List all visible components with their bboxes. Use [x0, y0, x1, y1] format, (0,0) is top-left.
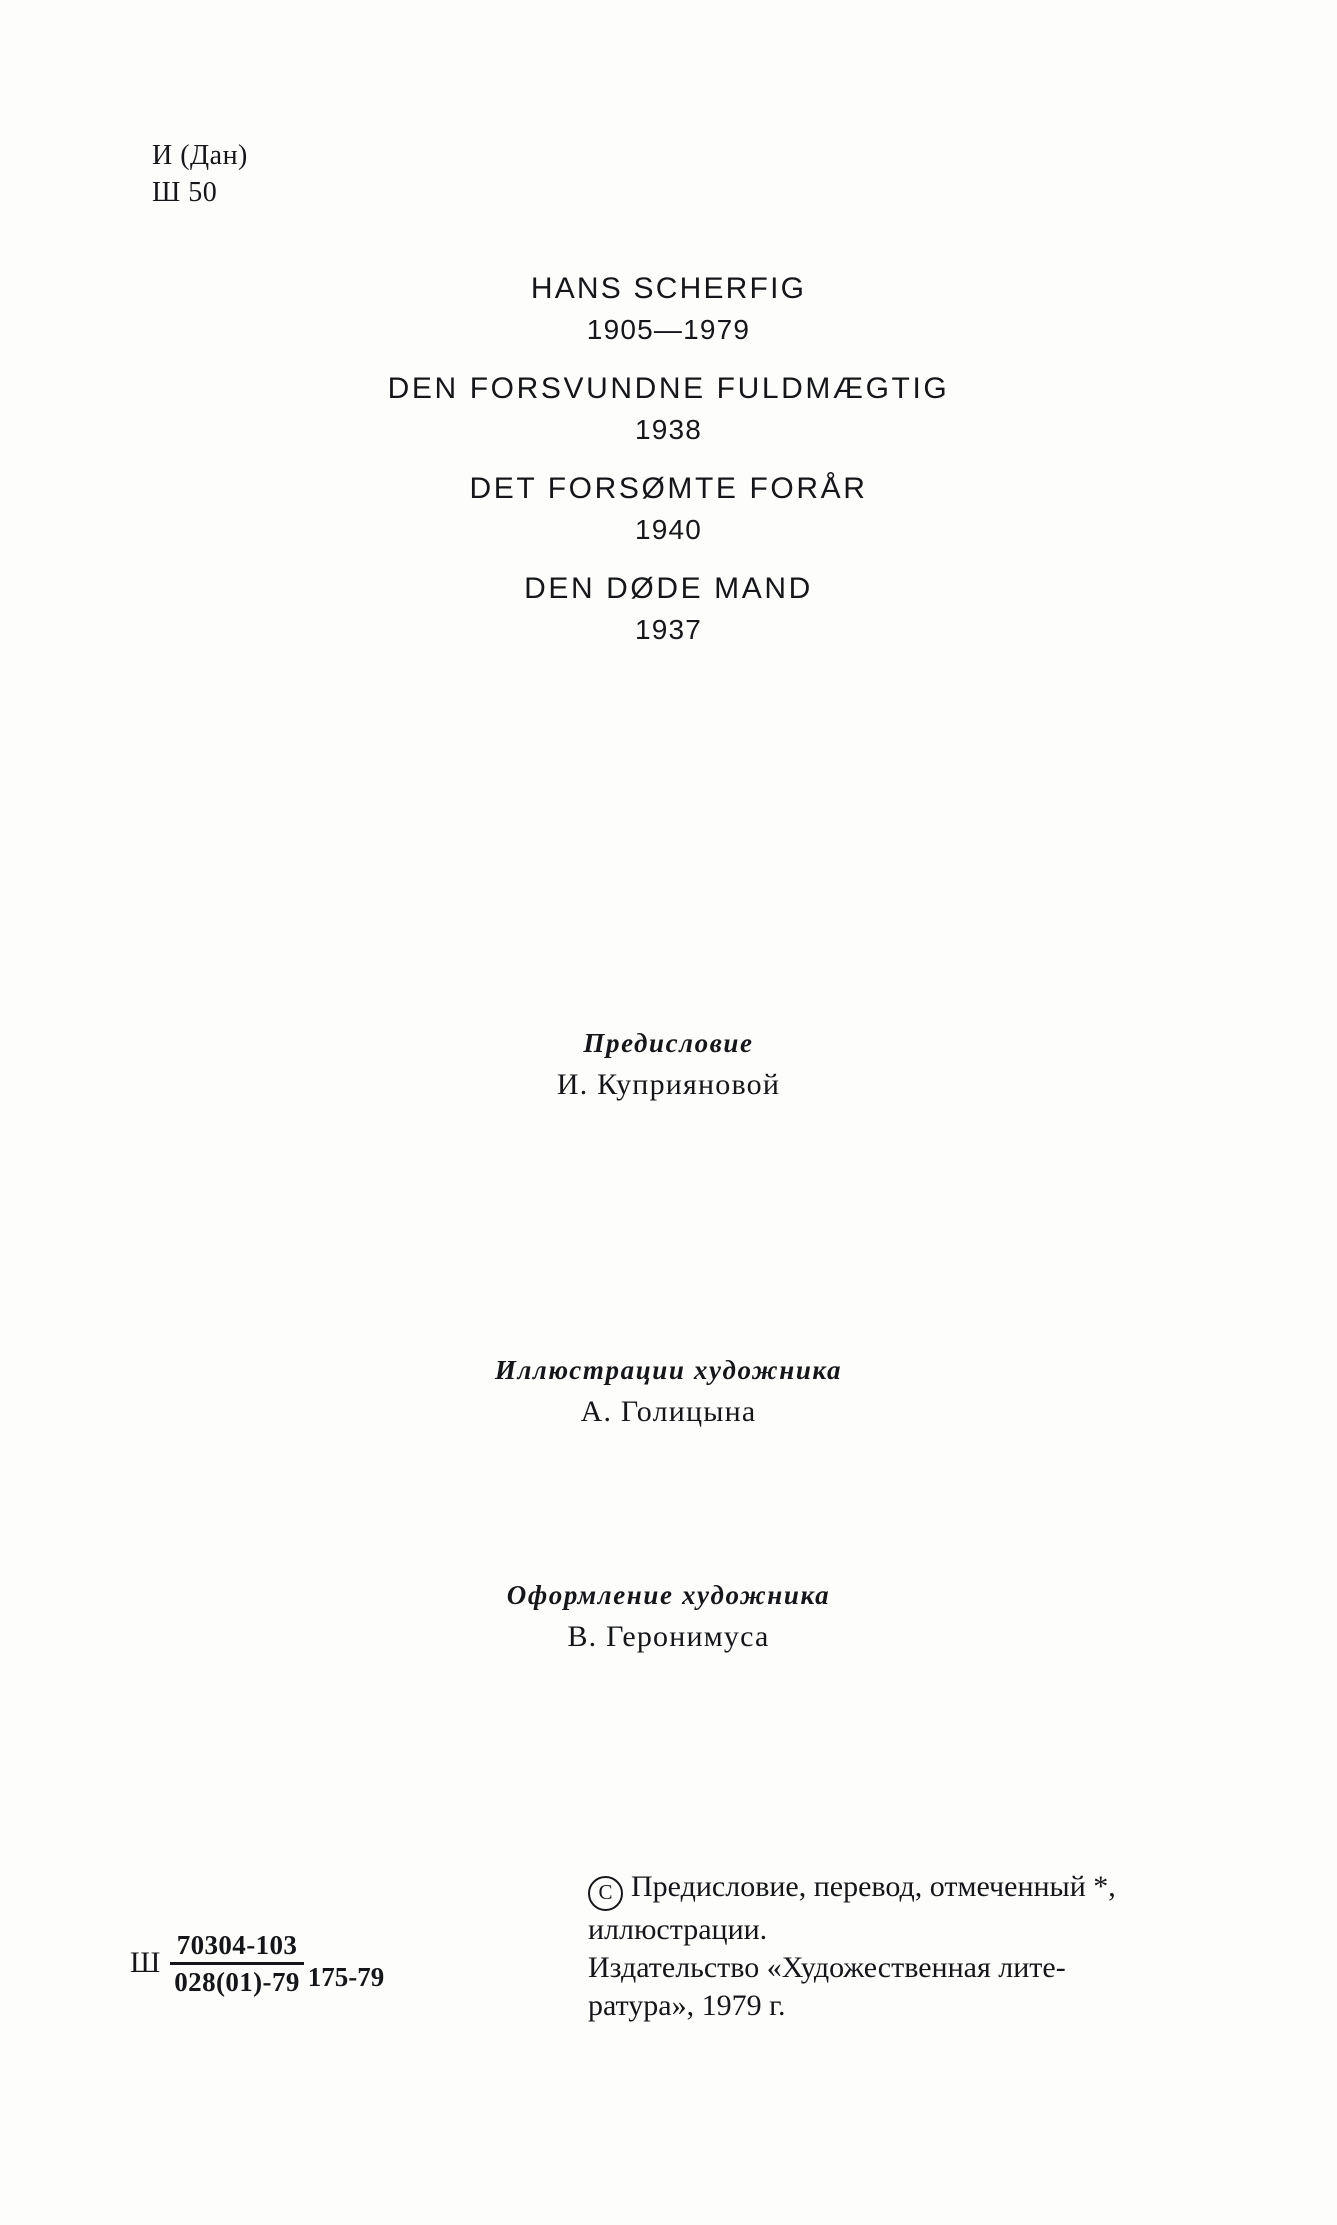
credit-illustrations — [0, 1355, 1337, 1429]
credit-name: А. Голицына — [580, 1395, 757, 1428]
imprint-code-letter: Ш — [130, 1946, 161, 1980]
imprint-code-fraction — [170, 1930, 303, 1997]
library-classification-code — [152, 138, 248, 212]
work-title: DEN DØDE MAND — [524, 572, 813, 605]
work-year: 1938 — [634, 414, 703, 445]
work-year: 1940 — [634, 514, 703, 545]
credit-name: В. Геронимуса — [567, 1620, 770, 1653]
work-year: 1937 — [634, 614, 703, 645]
imprint-code-numerator: 70304-103 — [176, 1930, 298, 1960]
work-entry-3 — [0, 572, 1337, 646]
classification-line-2: Ш 50 — [152, 176, 218, 208]
work-entry-author — [0, 272, 1337, 346]
copyright-line-4: ратура», 1979 г. — [588, 1988, 786, 2022]
classification-line-1: И (Дан) — [152, 140, 248, 171]
work-title: DEN FORSVUNDNE FULDMÆGTIG — [387, 372, 950, 405]
credit-design — [0, 1580, 1337, 1654]
imprint-code-suffix: 175-79 — [307, 1961, 385, 1992]
copyright-icon: C — [588, 1876, 623, 1911]
copyright-text-1: Предисловие, перевод, отмеченный *, — [631, 1870, 1116, 1903]
credit-role: Оформление художника — [506, 1580, 831, 1610]
author-name: HANS SCHERFIG — [530, 272, 807, 305]
work-entry-1 — [0, 372, 1337, 446]
work-title: DET FORSØMTE FORÅR — [469, 472, 868, 505]
imprint-code-denominator: 028(01)-79 — [174, 1966, 300, 1997]
credit-foreword — [0, 1028, 1337, 1102]
copyright-line-1 — [588, 1868, 1248, 1911]
author-lifespan: 1905—1979 — [586, 314, 751, 345]
credit-role: Иллюстрации художника — [494, 1355, 843, 1385]
works-list — [0, 272, 1337, 672]
copyright-line-3: Издательство «Художественная лите- — [588, 1950, 1066, 1984]
credit-name: И. Куприяновой — [556, 1068, 781, 1101]
work-entry-2 — [0, 472, 1337, 546]
copyright-block — [588, 1868, 1248, 2024]
imprint-code — [130, 1930, 384, 1997]
copyright-line-2: иллюстрации. — [588, 1913, 768, 1946]
credit-role: Предисловие — [583, 1028, 754, 1058]
